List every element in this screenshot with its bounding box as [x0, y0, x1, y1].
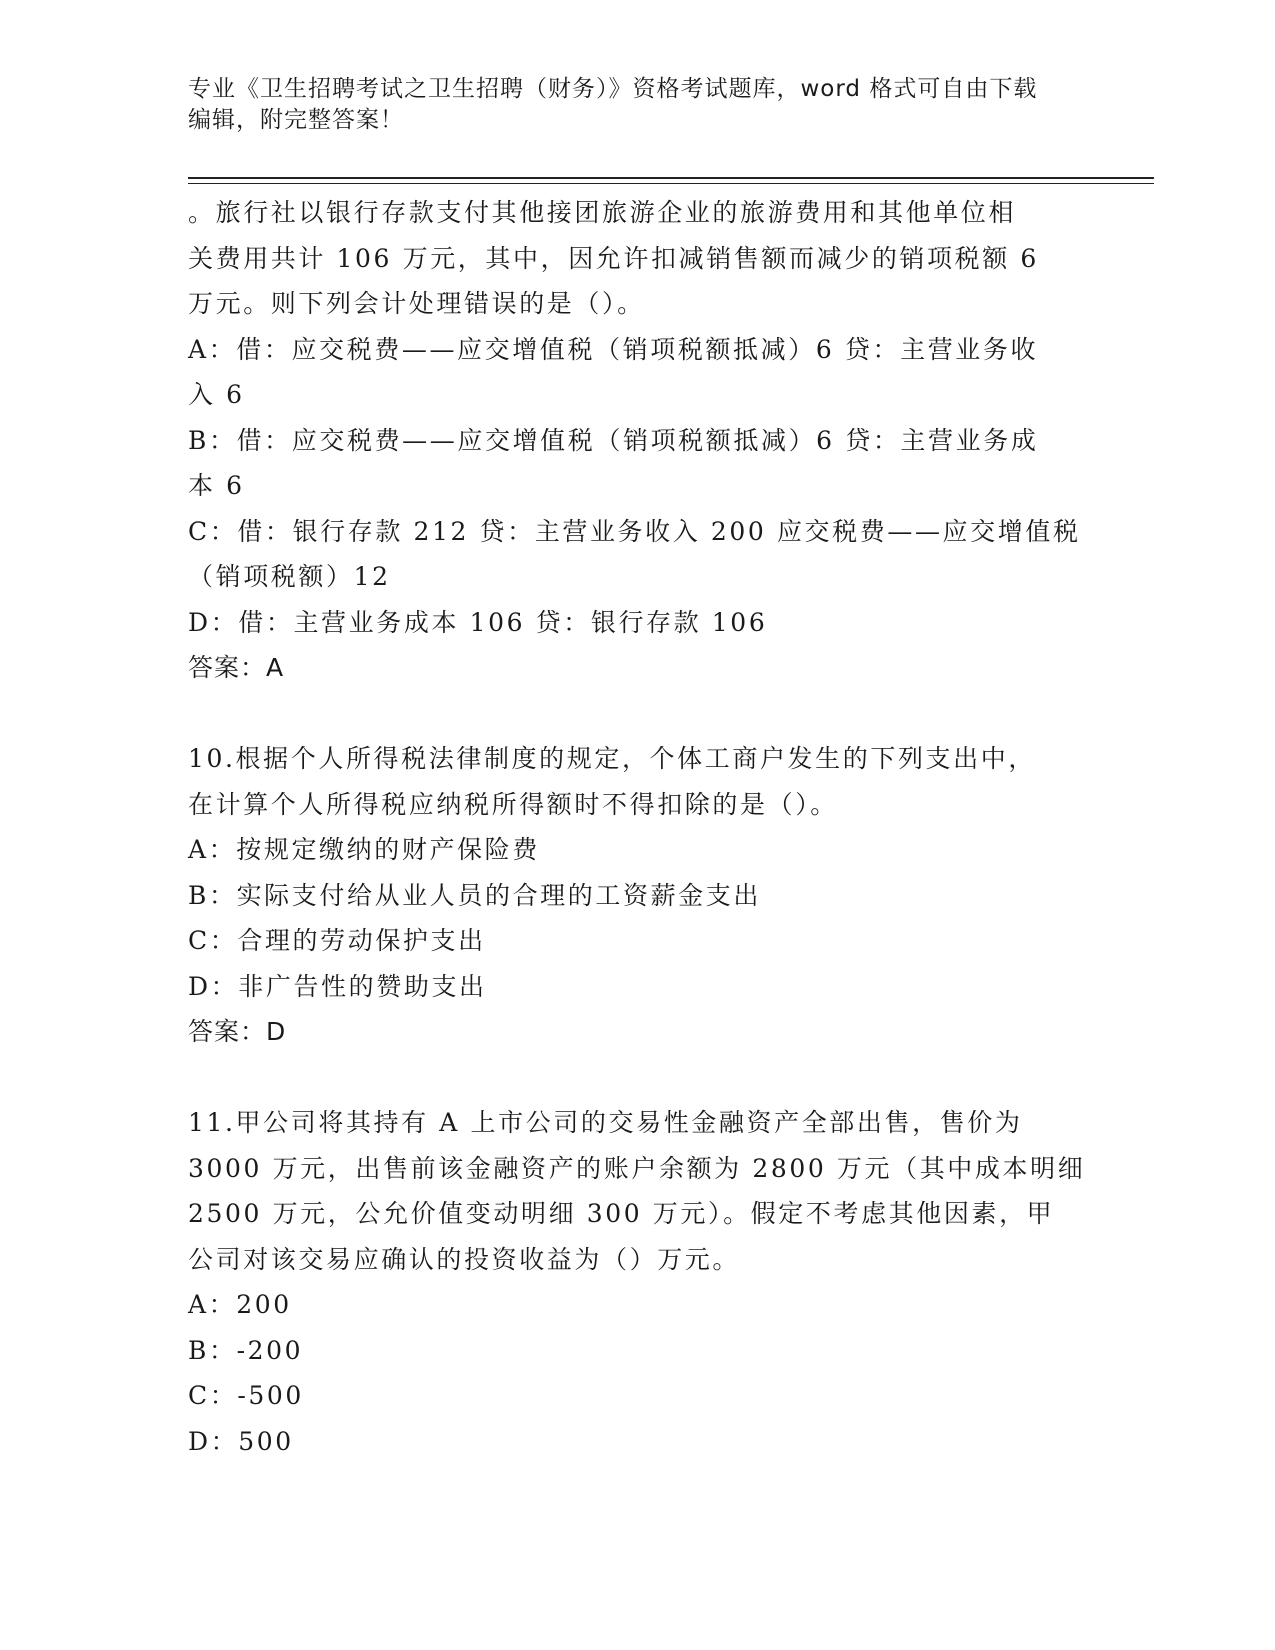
option-a-continued: 入 6	[188, 380, 245, 409]
question-spacer	[188, 691, 1088, 737]
option-a: A：按规定缴纳的财产保险费	[188, 835, 540, 864]
header-line-1: 专业《卫生招聘考试之卫生招聘（财务）》资格考试题库，word 格式可自由下载	[188, 76, 1038, 102]
question-spacer	[188, 1055, 1088, 1101]
option-d: D：500	[188, 1426, 294, 1456]
option-b: B：借：应交税费——应交增值税（销项税额抵减）6 贷：主营业务成	[188, 425, 1039, 455]
document-body	[188, 190, 1088, 1464]
header-divider-thin	[188, 183, 1154, 184]
document-header	[188, 74, 1068, 136]
option-a: A：借：应交税费——应交增值税（销项税额抵减）6 贷：主营业务收	[188, 334, 1039, 364]
option-d: D：非广告性的赞助支出	[188, 971, 487, 1001]
option-b: B：实际支付给从业人员的合理的工资薪金支出	[188, 880, 761, 910]
answer-label: 答案：A	[188, 653, 285, 682]
question-9	[188, 190, 1088, 691]
question-stem-line: 在计算个人所得税应纳税所得额时不得扣除的是（）。	[188, 789, 838, 819]
option-c: C：-500	[188, 1381, 304, 1410]
header-divider-thick	[188, 177, 1154, 179]
question-stem-line: 万元。则下列会计处理错误的是（）。	[188, 289, 645, 318]
option-b: B：-200	[188, 1335, 304, 1365]
question-stem-line: 11.甲公司将其持有 A 上市公司的交易性金融资产全部出售，售价为	[188, 1108, 1023, 1137]
option-c: C：合理的劳动保护支出	[188, 926, 486, 955]
question-stem-line: 关费用共计 106 万元，其中，因允许扣减销售额而减少的销项税额 6	[188, 243, 1039, 273]
option-a: A：200	[188, 1290, 292, 1319]
question-10	[188, 736, 1088, 1055]
question-stem-line: 公司对该交易应确认的投资收益为（）万元。	[188, 1244, 741, 1274]
question-stem-line: 10.根据个人所得税法律制度的规定，个体工商户发生的下列支出中，	[188, 744, 1036, 773]
header-line-2: 编辑，附完整答案！	[188, 107, 404, 133]
question-stem-line: 2500 万元，公允价值变动明细 300 万元）。假定不考虑其他因素，甲	[188, 1199, 1055, 1228]
option-c: C：借：银行存款 212 贷：主营业务收入 200 应交税费——应交增值税	[188, 516, 1081, 546]
answer-label: 答案：D	[188, 1017, 287, 1046]
question-11	[188, 1100, 1088, 1464]
option-c-continued: （销项税额）12	[188, 562, 391, 591]
question-stem-line: 3000 万元，出售前该金融资产的账户余额为 2800 万元（其中成本明细	[188, 1153, 1086, 1183]
option-d: D：借：主营业务成本 106 贷：银行存款 106	[188, 607, 768, 637]
question-stem-line: 。旅行社以银行存款支付其他接团旅游企业的旅游费用和其他单位相	[188, 198, 1017, 227]
option-b-continued: 本 6	[188, 471, 245, 500]
